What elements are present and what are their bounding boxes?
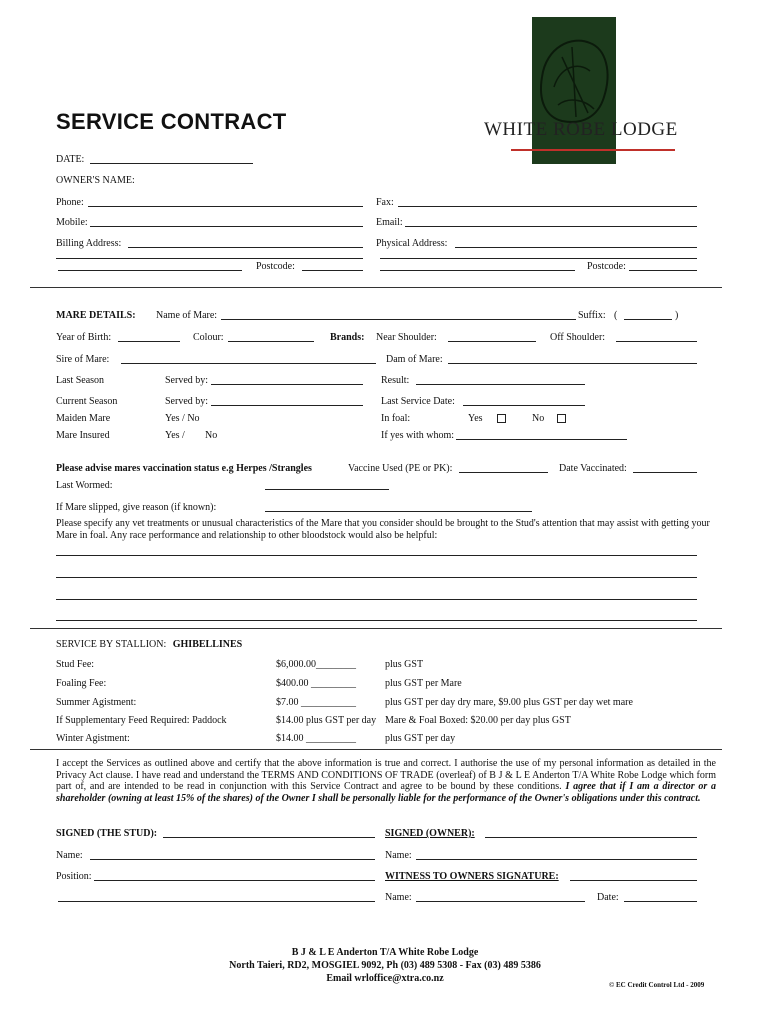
colour-field[interactable] xyxy=(228,341,314,342)
last-season-served-by-field[interactable] xyxy=(211,384,363,385)
footer-address: North Taieri, RD2, MOSGIEL 9092, Ph (03) 489 5308 - Fax (03) 489 5386 xyxy=(229,960,541,971)
stud-fee-amount: $6,000.00________ xyxy=(276,659,356,670)
agreement-liability: I agree that if I am a director or a shareholder (owning at least 15% of the shares) of the Owner I shall be personally liable for the performance of the Owner's obligations under this contract. xyxy=(56,781,717,804)
year-of-birth-label: Year of Birth: xyxy=(56,332,112,343)
mare-insured-label: Mare Insured xyxy=(56,430,110,441)
off-shoulder-label: Off Shoulder: xyxy=(550,332,606,343)
brands-label: Brands: xyxy=(330,332,365,343)
maiden-mare-label: Maiden Mare xyxy=(56,413,111,424)
vet-notes-line-3[interactable] xyxy=(56,599,697,600)
stallion-name: GHIBELLINES xyxy=(172,639,243,650)
sire-label: Sire of Mare: xyxy=(56,354,110,365)
suffix-label: Suffix: xyxy=(578,310,606,321)
billing-postcode-field[interactable] xyxy=(302,270,363,271)
witness-signature-field[interactable] xyxy=(570,880,697,881)
service-heading-label: SERVICE BY STALLION: xyxy=(56,639,167,650)
last-season-served-by-label: Served by: xyxy=(165,375,209,386)
foaling-fee-amount: $400.00 _________ xyxy=(276,678,356,689)
physical-postcode-field[interactable] xyxy=(629,270,697,271)
owner-name-field[interactable] xyxy=(416,859,697,860)
suffix-field[interactable] xyxy=(624,319,672,320)
logo-text: WHITE ROBE LODGE xyxy=(484,119,678,140)
in-foal-label: In foal: xyxy=(381,413,411,424)
year-of-birth-field[interactable] xyxy=(118,341,180,342)
last-season-label: Last Season xyxy=(56,375,105,386)
maiden-mare-options[interactable]: Yes / No xyxy=(165,413,200,424)
logo-underline xyxy=(511,149,675,151)
stud-extra-line[interactable] xyxy=(58,901,375,902)
witness-date-field[interactable] xyxy=(624,901,697,902)
stud-name-field[interactable] xyxy=(90,859,375,860)
billing-address-line2[interactable] xyxy=(56,258,363,259)
mare-details-heading: MARE DETAILS: xyxy=(56,310,136,321)
summer-agistment-amount: $7.00 ___________ xyxy=(276,697,356,708)
owner-name-label: Name: xyxy=(385,850,412,861)
billing-address-label: Billing Address: xyxy=(56,238,122,249)
billing-postcode-label: Postcode: xyxy=(256,261,295,272)
sire-field[interactable] xyxy=(121,363,376,364)
physical-address-label: Physical Address: xyxy=(376,238,448,249)
near-shoulder-label: Near Shoulder: xyxy=(376,332,437,343)
position-field[interactable] xyxy=(94,880,375,881)
agreement-body: I accept the Services as outlined above and certify that the above information is true and correct. I authorise the use of my personal information as detailed in the Privacy Act clause. I have read and understand the TERMS AND CONDITIONS OF TRADE (overleaf) of B J & L E Anderton T/A White Robe Lodge which form part of, and are intended to be read in conjunction with this Service Contract and agree to be bound by these conditions. xyxy=(56,758,716,792)
insurer-label: If yes with whom: xyxy=(381,430,455,441)
agreement-text xyxy=(56,758,716,804)
mare-name-label: Name of Mare: xyxy=(156,310,218,321)
insurer-field[interactable] xyxy=(456,439,627,440)
billing-address-line3[interactable] xyxy=(58,270,242,271)
witness-date-label: Date: xyxy=(597,892,619,903)
mare-insured-no[interactable]: No xyxy=(205,430,218,441)
current-season-served-by-label: Served by: xyxy=(165,396,209,407)
service-heading xyxy=(56,639,242,650)
phone-label: Phone: xyxy=(56,197,84,208)
in-foal-yes-checkbox[interactable] xyxy=(497,414,506,423)
mare-slipped-label: If Mare slipped, give reason (if known): xyxy=(56,502,217,513)
winter-agistment-amount: $14.00 __________ xyxy=(276,733,356,744)
signed-stud-field[interactable] xyxy=(163,837,375,838)
current-season-label: Current Season xyxy=(56,396,118,407)
current-season-served-by-field[interactable] xyxy=(211,405,363,406)
footer-business-name: B J & L E Anderton T/A White Robe Lodge xyxy=(291,947,479,958)
footer-email: Email wrloffice@xtra.co.nz xyxy=(326,973,444,984)
summer-agistment-note: plus GST per day dry mare, $9.00 plus GST per day wet mare xyxy=(385,697,633,708)
witness-label: WITNESS TO OWNERS SIGNATURE: xyxy=(385,871,559,882)
mare-slipped-field[interactable] xyxy=(265,511,532,512)
mobile-label: Mobile: xyxy=(56,217,88,228)
vaccine-used-label: Vaccine Used (PE or PK): xyxy=(348,463,453,474)
vet-notes-line-2[interactable] xyxy=(56,577,697,578)
last-wormed-label: Last Wormed: xyxy=(56,480,113,491)
footer-credit: © EC Credit Control Ltd - 2009 xyxy=(609,981,705,989)
vet-notes-line-4[interactable] xyxy=(56,620,697,621)
vaccination-advice: Please advise mares vaccination status e.g Herpes /Strangles xyxy=(56,463,312,474)
signed-stud-label: SIGNED (THE STUD): xyxy=(56,828,158,839)
email-label: Email: xyxy=(376,217,403,228)
section-divider-3 xyxy=(30,749,722,750)
result-field[interactable] xyxy=(416,384,585,385)
physical-address-line3[interactable] xyxy=(380,270,575,271)
supplementary-feed-amount: $14.00 plus GST per day xyxy=(276,715,377,726)
physical-address-field[interactable] xyxy=(455,247,697,248)
billing-address-field[interactable] xyxy=(128,247,363,248)
stud-fee-label: Stud Fee: xyxy=(56,659,95,670)
signed-owner-label: SIGNED (OWNER): xyxy=(385,828,475,839)
winter-agistment-note: plus GST per day xyxy=(385,733,456,744)
position-label: Position: xyxy=(56,871,92,882)
near-shoulder-field[interactable] xyxy=(448,341,536,342)
winter-agistment-label: Winter Agistment: xyxy=(56,733,130,744)
witness-name-label: Name: xyxy=(385,892,412,903)
vet-notes-line-1[interactable] xyxy=(56,555,697,556)
off-shoulder-field[interactable] xyxy=(616,341,697,342)
dam-field[interactable] xyxy=(448,363,697,364)
supplementary-feed-note: Mare & Foal Boxed: $20.00 per day plus GST xyxy=(385,715,571,726)
email-field[interactable] xyxy=(405,226,697,227)
last-wormed-field[interactable] xyxy=(265,489,389,490)
mare-name-field[interactable] xyxy=(221,319,576,320)
summer-agistment-label: Summer Agistment: xyxy=(56,697,137,708)
fax-label: Fax: xyxy=(376,197,394,208)
dam-label: Dam of Mare: xyxy=(386,354,443,365)
fax-field[interactable] xyxy=(398,206,697,207)
date-field[interactable] xyxy=(90,163,253,164)
stud-name-label: Name: xyxy=(56,850,83,861)
in-foal-no-label: No xyxy=(532,413,545,424)
date-label: DATE: xyxy=(56,154,85,165)
suffix-paren-open: ( xyxy=(614,310,618,321)
in-foal-yes-label: Yes xyxy=(468,413,483,424)
last-service-date-label: Last Service Date: xyxy=(381,396,455,407)
foaling-fee-note: plus GST per Mare xyxy=(385,678,462,689)
mare-insured-yes[interactable]: Yes / xyxy=(165,430,185,441)
owners-name-label: OWNER'S NAME: xyxy=(56,175,135,186)
in-foal-no-checkbox[interactable] xyxy=(557,414,566,423)
logo-image xyxy=(532,17,616,164)
date-vaccinated-field[interactable] xyxy=(633,472,697,473)
foaling-fee-label: Foaling Fee: xyxy=(56,678,107,689)
last-service-date-field[interactable] xyxy=(463,405,585,406)
physical-postcode-label: Postcode: xyxy=(587,261,626,272)
result-label: Result: xyxy=(381,375,410,386)
colour-label: Colour: xyxy=(193,332,224,343)
physical-address-line2[interactable] xyxy=(380,258,697,259)
vet-treatments-note: Please specify any vet treatments or unusual characteristics of the Mare that you consider should be brought to the Stud's attention that may assist with getting your Mare in foal. Any race performance and relationship to other bloodstock would also be helpful: xyxy=(56,518,710,541)
mobile-field[interactable] xyxy=(90,226,363,227)
stud-fee-note: plus GST xyxy=(385,659,424,670)
witness-name-field[interactable] xyxy=(416,901,585,902)
vaccine-used-field[interactable] xyxy=(459,472,548,473)
signed-owner-field[interactable] xyxy=(485,837,697,838)
date-vaccinated-label: Date Vaccinated: xyxy=(559,463,627,474)
supplementary-feed-label: If Supplementary Feed Required: Paddock xyxy=(56,715,227,726)
section-divider-2 xyxy=(30,628,722,629)
section-divider xyxy=(30,287,722,288)
phone-field[interactable] xyxy=(88,206,363,207)
page-title: SERVICE CONTRACT xyxy=(56,109,287,134)
suffix-paren-close: ) xyxy=(675,310,679,321)
